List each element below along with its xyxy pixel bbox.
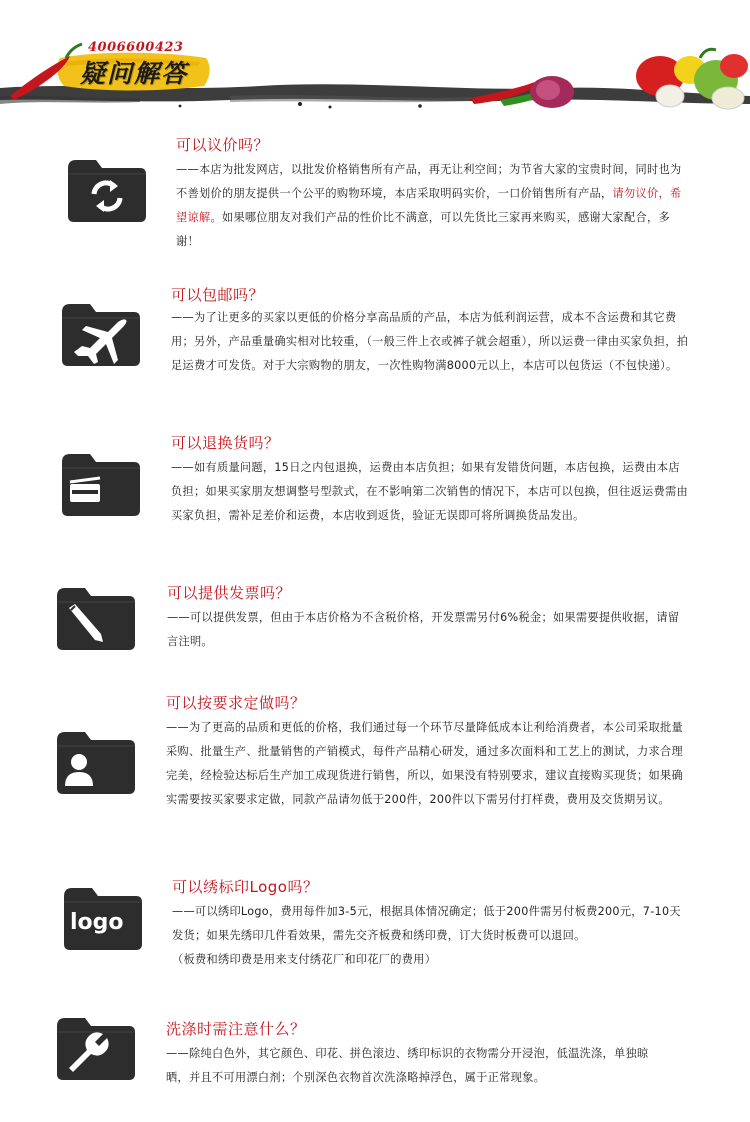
- faq-answer-text: 。如果哪位朋友对我们产品的性价比不满意，可以先货比三家再来购买，感谢大家配合，多谢！: [176, 211, 670, 248]
- faq-answer-note: （板费和绣印费是用来支付绣花厂和印花厂的费用）: [172, 953, 437, 966]
- airplane-icon: [60, 302, 142, 366]
- faq-question: 可以按要求定做吗？: [166, 694, 306, 712]
- faq-question: 洗涤时需注意什么？: [166, 1020, 306, 1038]
- faq-answer-text: ——本店为批发网店，以批发价格销售所有产品，再无让利空间；为节省大家的宝贵时间，同时也为不善划价的朋友提供一个公平的购物环境，本店采取明码实价，一口价销售所有产品，: [176, 163, 682, 200]
- faq-question: 可以退换货吗？: [171, 434, 280, 452]
- faq-answer: ——为了更高的品质和更低的价格，我们通过每一个环节尽量降低成本让利给消费者，本公司采取批量采购、批量生产、批量销售的产销模式，每件产品精心研发，通过多次面料和工艺上的测试，力求合理完美，经检验达标后生产加工成现货进行销售，所以，如果没有特别要求，建议直接购买现货；如果确实需要按买家要求定做，同款产品请勿低于200件，200件以下需另付打样费，费用及交货期另议。: [166, 721, 683, 806]
- faq-answer: ——为了让更多的买家以更低的价格分享高品质的产品，本店为低利润运营，成本不含运费和其它费用；另外，产品重量确实相对比较重，（一般三件上衣或裤子就会超重），所以运费一律由买家负担，拍足运费才可发货。对于大宗购物的朋友，一次性购物满8000元以上，本店可以包货运（不包快递）。: [171, 311, 689, 372]
- logo-icon-text: logo: [70, 910, 124, 935]
- faq-question: 可以绣标印Logo吗？: [172, 878, 319, 896]
- header-banner: [0, 0, 750, 118]
- faq-answer: [172, 900, 690, 972]
- hotline-number: 4006600423: [88, 40, 184, 55]
- page-title: 疑问解答: [80, 59, 189, 88]
- faq-question: 可以包邮吗？: [171, 286, 265, 304]
- card-icon: [60, 452, 142, 516]
- faq-answer-highlight: 请勿议价，希望谅解: [176, 187, 682, 224]
- pencil-icon: [55, 586, 137, 650]
- person-icon: [55, 730, 137, 794]
- faq-question: 可以议价吗？: [176, 136, 270, 154]
- refresh-icon: [66, 158, 148, 222]
- logo-icon: [62, 886, 144, 950]
- faq-answer-text: ——可以绣印Logo，费用每件加3-5元，根据具体情况确定；低于200件需另付板费200元，7-10天发货；如果先绣印几件看效果，需先交齐板费和绣印费，订大货时板费可以退回。: [172, 905, 681, 942]
- wrench-icon: [55, 1016, 137, 1080]
- faq-answer: [176, 158, 684, 254]
- faq-answer: ——如有质量问题，15日之内包退换，运费由本店负担；如果有发错货问题，本店包换，运费由本店负担；如果买家朋友想调整号型款式，在不影响第二次销售的情况下，本店可以包换，但往返运费需由买家负担，需补足差价和运费，本店收到返货，验证无误即可将所调换货品发出。: [171, 461, 688, 522]
- faq-answer: ——可以提供发票，但由于本店价格为不含税价格，开发票需另付6%税金；如果需要提供收据，请留言注明。: [167, 611, 680, 648]
- faq-question: 可以提供发票吗？: [167, 584, 292, 602]
- faq-answer: ——除纯白色外，其它颜色、印花、拼色滚边、绣印标识的衣物需分开浸泡，低温洗涤，单独晾晒，并且不可用漂白剂；个别深色衣物首次洗涤略掉浮色，属于正常现象。: [166, 1047, 649, 1084]
